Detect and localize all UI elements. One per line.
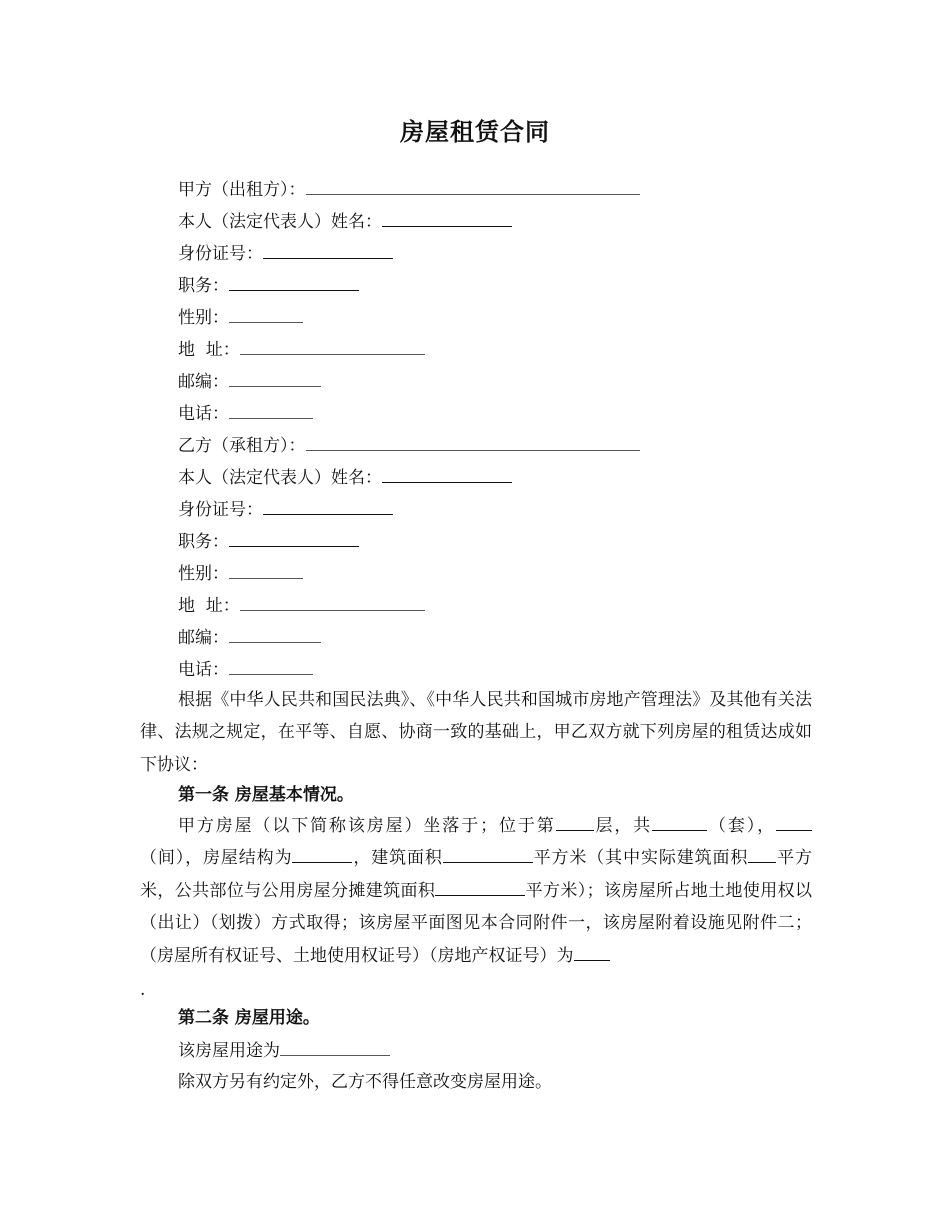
article-1-text-4: （间），房屋结构为 — [140, 848, 293, 869]
party-a-label: 甲方（出租方）： — [178, 180, 306, 200]
article-1-end-mark: . — [140, 980, 146, 1000]
preamble-paragraph: 根据《中华人民共和国民法典》、《中华人民共和国城市房地产管理法》及其他有关法律、法规之规定，在平等、自愿、协商一致的基础上，甲乙双方就下列房屋的租赁达成如下协议： — [140, 690, 812, 775]
actual-area-blank[interactable] — [748, 844, 776, 863]
party-b-postcode-blank[interactable] — [229, 624, 321, 643]
building-area-blank[interactable] — [443, 844, 533, 863]
party-a-address-blank[interactable] — [240, 336, 425, 355]
party-a-postcode-field — [178, 368, 321, 394]
party-a-id-field — [178, 240, 393, 266]
shared-area-blank[interactable] — [435, 877, 525, 896]
party-b-gender-blank[interactable] — [229, 560, 303, 579]
party-b-postcode-label: 邮编： — [178, 628, 229, 648]
party-a-name-field — [178, 208, 512, 234]
party-a-postcode-blank[interactable] — [229, 368, 321, 387]
party-b-position-field — [178, 528, 359, 554]
document-title: 房屋租赁合同 — [400, 118, 550, 146]
party-b-label: 乙方（承租方）： — [178, 436, 306, 456]
party-b-id-blank[interactable] — [263, 496, 393, 515]
party-a-name-label: 本人（法定代表人）姓名： — [178, 212, 382, 232]
article-1-text-5: ，建筑面积 — [352, 848, 443, 869]
party-a-name-blank[interactable] — [382, 208, 512, 227]
party-b-address-blank[interactable] — [240, 592, 425, 611]
party-a-id-label: 身份证号： — [178, 244, 263, 264]
floor-blank[interactable] — [556, 812, 594, 831]
party-a-address-label: 地 址： — [178, 340, 240, 360]
usage-label: 该房屋用途为 — [178, 1041, 280, 1061]
party-a-phone-label: 电话： — [178, 404, 229, 424]
party-a-address-field — [178, 336, 425, 362]
article-1-text-8: 平方米）；该房屋所占地土地使用权以（出让）（划拨）方式取得；该房屋平面图见本合同附件一，该房屋附着设施见附件二；（房屋所有权证号、土地使用权证号）（房地产权证号）为 — [140, 880, 812, 966]
party-b-address-field — [178, 592, 425, 618]
units-blank[interactable] — [776, 812, 812, 831]
party-a-field — [178, 176, 640, 202]
article-1-text-7: 平方米，公共部位与公用房屋分摊建筑面积 — [140, 848, 813, 901]
party-b-id-label: 身份证号： — [178, 500, 263, 520]
total-floors-blank[interactable] — [652, 812, 707, 831]
party-b-name-blank[interactable] — [382, 464, 512, 483]
party-a-phone-blank[interactable] — [229, 400, 313, 419]
article-1-text-2: 层，共 — [593, 816, 653, 836]
party-b-phone-blank[interactable] — [229, 656, 313, 675]
party-a-position-label: 职务： — [178, 276, 229, 296]
party-a-position-blank[interactable] — [229, 272, 359, 291]
party-b-position-label: 职务： — [178, 532, 229, 552]
usage-line — [178, 1037, 390, 1064]
party-a-gender-label: 性别： — [178, 308, 229, 328]
structure-blank[interactable] — [292, 844, 352, 863]
party-b-field — [178, 432, 640, 458]
article-1-text-3: （套）， — [707, 816, 777, 836]
party-a-id-blank[interactable] — [263, 240, 393, 259]
usage-blank[interactable] — [280, 1037, 390, 1056]
article-1-paragraph — [140, 810, 812, 972]
party-a-position-field — [178, 272, 359, 298]
party-a-gender-blank[interactable] — [229, 304, 303, 323]
article-1-text-1: 甲方房屋（以下简称该房屋）坐落于；位于第 — [178, 816, 556, 836]
party-b-name-label: 本人（法定代表人）姓名： — [178, 468, 382, 488]
article-1-heading: 第一条 房屋基本情况。 — [178, 785, 354, 805]
party-b-phone-label: 电话： — [178, 660, 229, 680]
party-b-gender-field — [178, 560, 303, 586]
article-2-heading: 第二条 房屋用途。 — [178, 1008, 320, 1028]
party-b-gender-label: 性别： — [178, 564, 229, 584]
certificate-number-blank[interactable] — [574, 942, 610, 961]
party-b-postcode-field — [178, 624, 321, 650]
party-a-gender-field — [178, 304, 303, 330]
party-b-phone-field — [178, 656, 313, 682]
usage-restriction-line: 除双方另有约定外，乙方不得任意改变房屋用途。 — [178, 1072, 552, 1092]
party-a-postcode-label: 邮编： — [178, 372, 229, 392]
article-1-text-6: 平方米（其中实际建筑面积 — [532, 848, 749, 869]
party-b-id-field — [178, 496, 393, 522]
party-b-address-label: 地 址： — [178, 596, 240, 616]
party-a-blank[interactable] — [306, 176, 640, 195]
party-b-position-blank[interactable] — [229, 528, 359, 547]
party-b-name-field — [178, 464, 512, 490]
party-a-phone-field — [178, 400, 313, 426]
party-b-blank[interactable] — [306, 432, 640, 451]
